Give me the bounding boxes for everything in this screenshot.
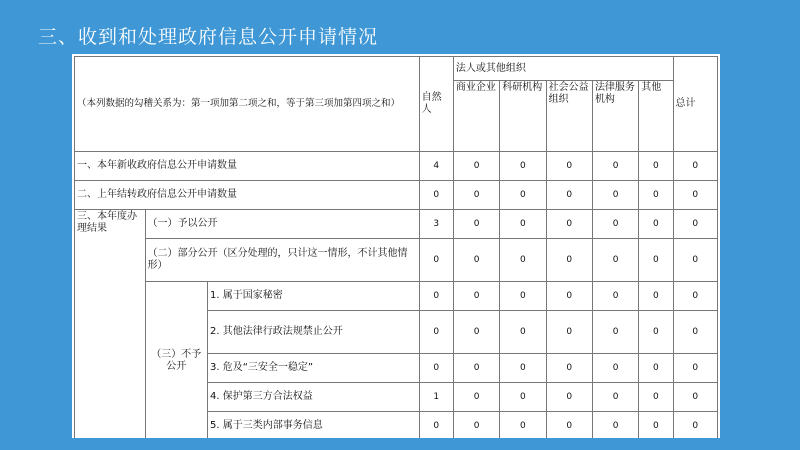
cell: 0 [546,181,592,210]
cell: 0 [592,181,638,210]
cell: 0 [419,354,453,383]
cell: 0 [592,354,638,383]
row-label-secret: 1. 属于国家秘密 [208,282,420,311]
cell: 0 [453,354,499,383]
table-row [75,152,718,181]
cell: 0 [639,181,673,210]
row-label-partial: （二）部分公开（区分处理的，只计这一情形，不计其他情形） [145,239,419,282]
cell: 0 [453,311,499,354]
row-label-new: 一、本年新收政府信息公开申请数量 [75,152,420,181]
cell: 0 [592,311,638,354]
cell: 0 [453,152,499,181]
header-research: 科研机构 [500,81,546,152]
cell: 0 [500,383,546,412]
header-legal-entity-group: 法人或其他组织 [453,57,673,81]
cell: 0 [546,311,592,354]
cell: 0 [500,282,546,311]
cell: 0 [673,210,717,239]
cell: 0 [673,282,717,311]
header-legal-service: 法律服务机构 [592,81,638,152]
row-label-law: 2. 其他法律行政法规禁止公开 [208,311,420,354]
cell: 0 [453,412,499,439]
cell: 0 [546,354,592,383]
cell: 0 [592,383,638,412]
cell: 0 [546,239,592,282]
header-note: （本列数据的勾稽关系为：第一项加第二项之和，等于第三项加第四项之和） [75,57,420,152]
cell: 0 [673,152,717,181]
cell: 0 [546,412,592,439]
header-total: 总计 [673,57,717,152]
cell: 0 [546,383,592,412]
row-label-internal: 5. 属于三类内部事务信息 [208,412,420,439]
cell: 0 [639,282,673,311]
cell: 0 [592,412,638,439]
cell: 0 [419,239,453,282]
cell: 0 [453,383,499,412]
cell: 0 [419,282,453,311]
cell: 0 [546,210,592,239]
data-table-container [72,54,720,438]
header-social: 社会公益组织 [546,81,592,152]
cell: 0 [592,282,638,311]
cell: 0 [453,282,499,311]
cell: 0 [419,412,453,439]
cell: 3 [419,210,453,239]
row-label-security: 3. 危及“三安全一稳定” [208,354,420,383]
cell: 0 [673,181,717,210]
cell: 0 [500,181,546,210]
table-row [75,210,718,239]
row-label-carry: 二、上年结转政府信息公开申请数量 [75,181,420,210]
row-label-nodisclose-group: （三）不予公开 [145,282,207,439]
cell: 0 [673,354,717,383]
table-row [75,282,718,311]
cell: 0 [500,152,546,181]
cell: 0 [500,412,546,439]
cell: 0 [673,239,717,282]
cell: 1 [419,383,453,412]
cell: 0 [592,210,638,239]
row-label-third-party: 4. 保护第三方合法权益 [208,383,420,412]
cell: 0 [639,311,673,354]
cell: 0 [673,412,717,439]
header-other: 其他 [639,81,673,152]
information-disclosure-table [74,56,718,438]
cell: 4 [419,152,453,181]
cell: 0 [419,181,453,210]
cell: 0 [500,239,546,282]
cell: 0 [500,210,546,239]
cell: 0 [639,152,673,181]
cell: 0 [592,152,638,181]
cell: 0 [592,239,638,282]
cell: 0 [546,282,592,311]
table-row [75,239,718,282]
cell: 0 [639,210,673,239]
row-label-disclose: （一）予以公开 [145,210,419,239]
cell: 0 [546,152,592,181]
cell: 0 [419,311,453,354]
cell: 0 [500,354,546,383]
cell: 0 [453,181,499,210]
cell: 0 [453,239,499,282]
cell: 0 [639,354,673,383]
slide-title: 三、收到和处理政府信息公开申请情况 [38,26,379,48]
table-row [75,181,718,210]
cell: 0 [639,412,673,439]
header-natural-person: 自然人 [419,57,453,152]
header-business: 商业企业 [453,81,499,152]
cell: 0 [673,383,717,412]
cell: 0 [639,383,673,412]
cell: 0 [453,210,499,239]
cell: 0 [500,311,546,354]
row-label-result-group: 三、本年度办理结果 [75,210,146,439]
cell: 0 [639,239,673,282]
cell: 0 [673,311,717,354]
